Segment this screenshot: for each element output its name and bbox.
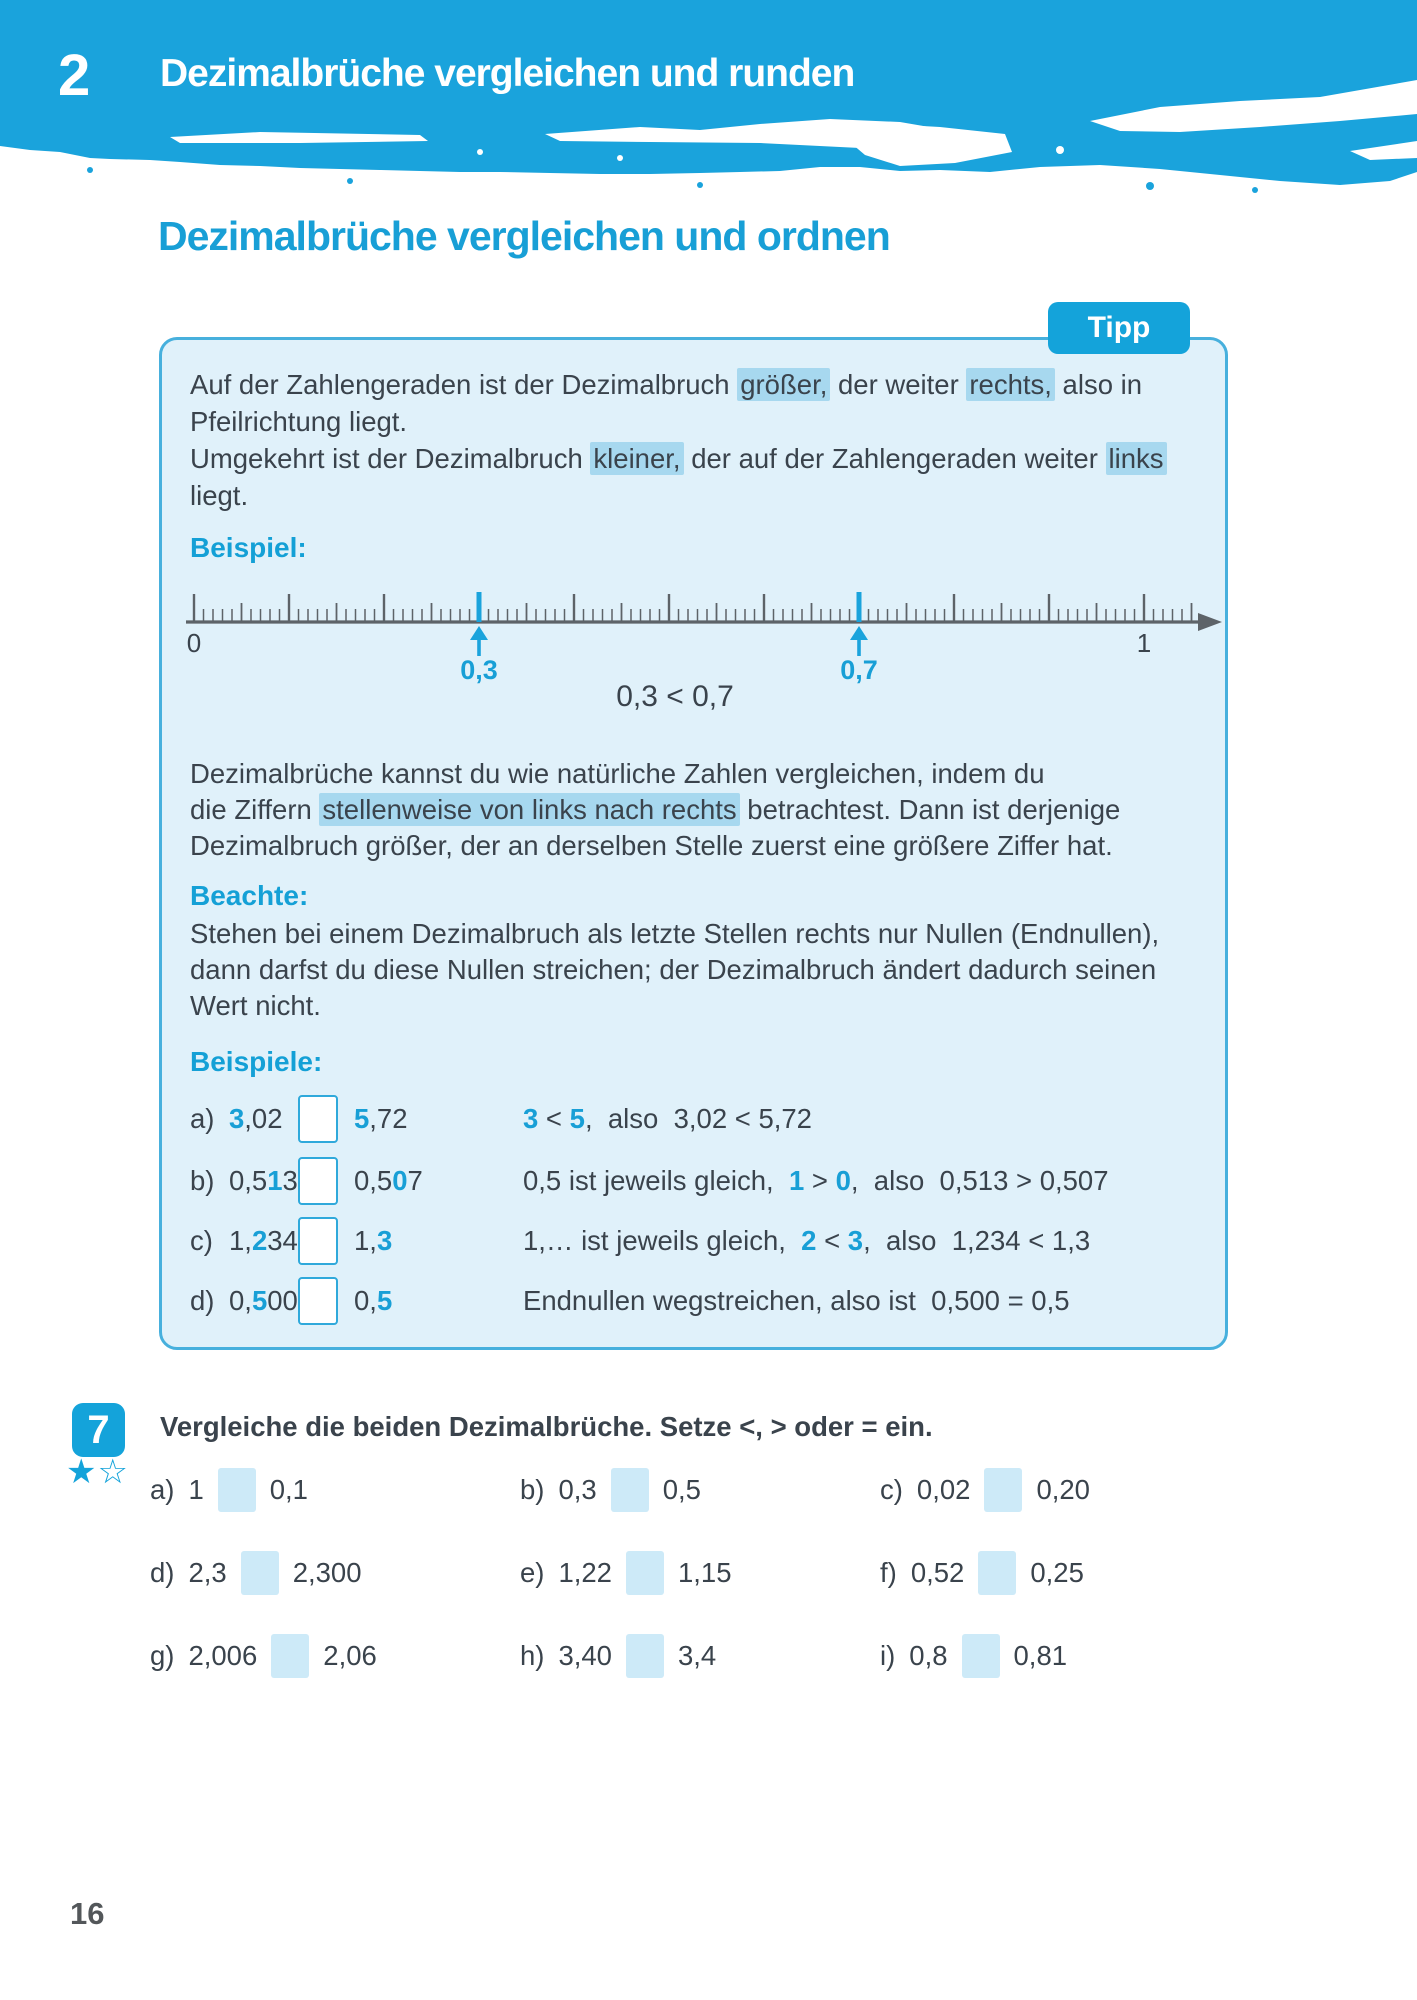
exercise-right-number: 1,15: [677, 1557, 732, 1588]
tip-tab-label: Tipp: [1048, 302, 1190, 354]
exercise-item-label: a): [150, 1474, 175, 1505]
emphasized-digit: 0: [835, 1165, 851, 1196]
tip-paragraph-endnullen: [190, 916, 1159, 1024]
exercise-item-label: c): [880, 1474, 903, 1505]
text-segment: , also 3,02 < 5,72: [584, 1103, 812, 1134]
comparison-answer-box[interactable]: [298, 1217, 338, 1265]
exercise-item-label: d): [150, 1557, 175, 1588]
exercise-left-number: 1,22: [558, 1557, 612, 1588]
comparison-answer-box[interactable]: [626, 1551, 664, 1595]
emphasized-digit: 3: [847, 1225, 864, 1256]
number-line: [186, 578, 1231, 678]
comparison-answer-box[interactable]: [271, 1634, 309, 1678]
text-segment: ,02: [244, 1103, 283, 1134]
text-segment: 1,: [229, 1225, 252, 1256]
emphasized-digit: 3: [523, 1103, 539, 1134]
exercise-left-number: 2,3: [188, 1557, 227, 1588]
text-segment: <: [538, 1103, 570, 1134]
example-row: [162, 1217, 1225, 1265]
exercise-item-label: i): [880, 1640, 896, 1671]
comparison-answer-box[interactable]: [218, 1468, 256, 1512]
paragraph-line: [190, 366, 1167, 403]
highlighted-text: links: [1106, 442, 1167, 475]
text-segment: der auf der Zahlengeraden weiter: [683, 443, 1106, 474]
highlighted-text: kleiner,: [590, 442, 683, 475]
text-segment: Dezimalbruch größer, der an derselben Stelle zuerst eine größere Ziffer hat.: [190, 830, 1113, 861]
paragraph-line: [190, 916, 1159, 952]
highlighted-text: stellenweise von links nach rechts: [319, 793, 739, 826]
exercise-right-number: 3,4: [677, 1640, 717, 1671]
beachte-label: Beachte:: [190, 880, 309, 911]
exercise-left-number: 3,40: [558, 1640, 612, 1671]
emphasized-digit: 5: [569, 1103, 585, 1134]
exercise-item: [520, 1632, 716, 1680]
text-segment: 0,5 ist jeweils gleich,: [523, 1165, 789, 1196]
text-segment: , also 0,513 > 0,507: [850, 1165, 1109, 1196]
exercise-left-number: 2,006: [188, 1640, 258, 1671]
exercise-left-number: 0,02: [916, 1474, 971, 1505]
difficulty-stars: [66, 1452, 129, 1492]
exercise-number-badge: 7: [72, 1403, 125, 1457]
text-segment: , also 1,234 < 1,3: [863, 1225, 1091, 1256]
exercise-right-number: 0,5: [662, 1474, 701, 1505]
exercise-item: [150, 1549, 362, 1597]
emphasized-digit: 3: [229, 1103, 245, 1134]
text-segment: 1,… ist jeweils gleich,: [523, 1225, 802, 1256]
example-row: [162, 1157, 1225, 1205]
exercise-right-number: 0,20: [1036, 1474, 1090, 1505]
paragraph-line: [190, 952, 1159, 988]
text-segment: Endnullen wegstreichen, also ist 0,500 = 0,5: [523, 1285, 1070, 1316]
comparison-answer-box[interactable]: [962, 1634, 1000, 1678]
exercise-item: [150, 1632, 377, 1680]
emphasized-digit: 5: [354, 1103, 370, 1134]
text-segment: Stehen bei einem Dezimalbruch als letzte Stellen rechts nur Nullen (Endnullen),: [190, 918, 1160, 949]
tip-paragraph-number-line: [190, 366, 1167, 514]
example-right-number: [354, 1157, 423, 1205]
paragraph-line: [190, 440, 1167, 477]
comparison-answer-box[interactable]: [626, 1634, 664, 1678]
exercise-left-number: 0,3: [558, 1474, 597, 1505]
emphasized-digit: 5: [251, 1285, 268, 1316]
text-segment: Pfeilrichtung liegt.: [190, 406, 408, 437]
text-segment: 0,5: [354, 1165, 393, 1196]
exercise-right-number: 2,06: [323, 1640, 377, 1671]
number-line-marker-label-03: 0,3: [460, 655, 498, 685]
paragraph-line: [190, 792, 1120, 828]
example-right-number: [354, 1277, 392, 1325]
emphasized-digit: 1: [788, 1165, 805, 1196]
exercise-right-number: 0,81: [1013, 1640, 1068, 1671]
text-segment: 1,: [354, 1225, 377, 1256]
comparison-answer-box[interactable]: [978, 1551, 1016, 1595]
text-segment: Umgekehrt ist der Dezimalbruch: [190, 443, 591, 474]
emphasized-digit: 5: [376, 1285, 393, 1316]
comparison-answer-box[interactable]: [298, 1157, 338, 1205]
highlighted-text: größer,: [737, 368, 830, 401]
text-segment: Auf der Zahlengeraden ist der Dezimalbruch: [190, 369, 738, 400]
exercise-item-label: g): [150, 1640, 175, 1671]
text-segment: die Ziffern: [190, 794, 320, 825]
example-left-number: [229, 1157, 298, 1205]
text-segment: <: [816, 1225, 848, 1256]
example-left-number: [229, 1095, 283, 1143]
star-filled-icon: ★: [66, 1453, 98, 1491]
exercise-item: [520, 1549, 732, 1597]
text-segment: 34: [267, 1225, 298, 1256]
example-left-number: [229, 1217, 298, 1265]
exercise-left-number: 0,52: [910, 1557, 965, 1588]
number-line-zero-label: 0: [186, 628, 202, 658]
header-brush-band: [0, 0, 1417, 200]
text-segment: 7: [407, 1165, 423, 1196]
exercise-item-label: f): [880, 1557, 897, 1588]
exercise-item: [520, 1466, 701, 1514]
exercise-item: [880, 1466, 1090, 1514]
comparison-answer-box[interactable]: [298, 1095, 338, 1143]
example-label: d): [190, 1285, 215, 1316]
exercise-item-label: h): [520, 1640, 545, 1671]
star-outline-icon: ☆: [97, 1453, 129, 1491]
example-right-number: [354, 1217, 392, 1265]
text-segment: 3: [282, 1165, 298, 1196]
example-label: c): [190, 1225, 213, 1256]
example-explanation: [523, 1277, 1070, 1325]
text-segment: >: [804, 1165, 836, 1196]
exercise-right-number: 2,300: [292, 1557, 362, 1588]
text-segment: Dezimalbrüche kannst du wie natürliche Zahlen vergleichen, indem du: [190, 758, 1045, 789]
highlighted-text: rechts,: [966, 368, 1055, 401]
example-label: b): [190, 1165, 215, 1196]
example-label: a): [190, 1103, 215, 1134]
exercise-right-number: 0,25: [1030, 1557, 1084, 1588]
exercise-left-number: 1: [188, 1474, 204, 1505]
text-segment: 00: [267, 1285, 298, 1316]
text-segment: betrachtest. Dann ist derjenige: [739, 794, 1121, 825]
exercise-item-label: b): [520, 1474, 545, 1505]
exercise-left-number: 0,8: [909, 1640, 948, 1671]
example-explanation: [523, 1217, 1090, 1265]
exercise-item: [880, 1549, 1084, 1597]
paragraph-line: [190, 988, 1159, 1024]
section-title: Dezimalbrüche vergleichen und ordnen: [158, 213, 890, 259]
number-line-one-label: 1: [1136, 628, 1152, 658]
paragraph-line: [190, 477, 1167, 514]
emphasized-digit: 2: [801, 1225, 817, 1256]
tip-paragraph-compare: [190, 756, 1120, 864]
example-explanation: [523, 1157, 1109, 1205]
text-segment: Wert nicht.: [190, 990, 321, 1021]
exercise-item-label: e): [520, 1557, 545, 1588]
text-segment: liegt.: [190, 480, 249, 511]
tip-box: [159, 311, 1228, 1350]
exercise-item: [150, 1466, 308, 1514]
example-explanation: [523, 1095, 812, 1143]
example-right-number: [354, 1095, 408, 1143]
beispiel-label: Beispiel:: [190, 532, 307, 563]
text-segment: der weiter: [830, 369, 967, 400]
example-row: [162, 1277, 1225, 1325]
emphasized-digit: 1: [267, 1165, 283, 1196]
number-line-marker-label-07: 0,7: [840, 655, 878, 685]
text-segment: ,72: [369, 1103, 408, 1134]
chapter-title: Dezimalbrüche vergleichen und runden: [160, 52, 855, 95]
paragraph-line: [190, 756, 1120, 792]
paragraph-line: [190, 403, 1167, 440]
text-segment: also in: [1054, 369, 1143, 400]
emphasized-digit: 2: [251, 1225, 268, 1256]
number-line-comparison: 0,3 < 0,7: [616, 680, 734, 713]
emphasized-digit: 0: [392, 1165, 408, 1196]
comparison-answer-box[interactable]: [298, 1277, 338, 1325]
exercise-instruction: Vergleiche die beiden Dezimalbrüche. Setze <, > oder = ein.: [160, 1411, 933, 1442]
comparison-answer-box[interactable]: [241, 1551, 279, 1595]
up-arrow-icon: [470, 626, 488, 640]
up-arrow-icon: [850, 626, 868, 640]
paragraph-line: [190, 828, 1120, 864]
chapter-number: 2: [58, 43, 90, 108]
example-row: [162, 1095, 1225, 1143]
exercise-item: [880, 1632, 1067, 1680]
comparison-answer-box[interactable]: [984, 1468, 1022, 1512]
text-segment: dann darfst du diese Nullen streichen; der Dezimalbruch ändert dadurch seinen: [190, 954, 1157, 985]
comparison-answer-box[interactable]: [611, 1468, 649, 1512]
text-segment: 0,5: [229, 1165, 268, 1196]
exercise-right-number: 0,1: [269, 1474, 308, 1505]
page-number: 16: [70, 1896, 105, 1931]
emphasized-digit: 3: [376, 1225, 393, 1256]
example-left-number: [229, 1277, 298, 1325]
text-segment: 0,: [229, 1285, 252, 1316]
text-segment: 0,: [354, 1285, 377, 1316]
beispiele-label: Beispiele:: [190, 1046, 323, 1077]
